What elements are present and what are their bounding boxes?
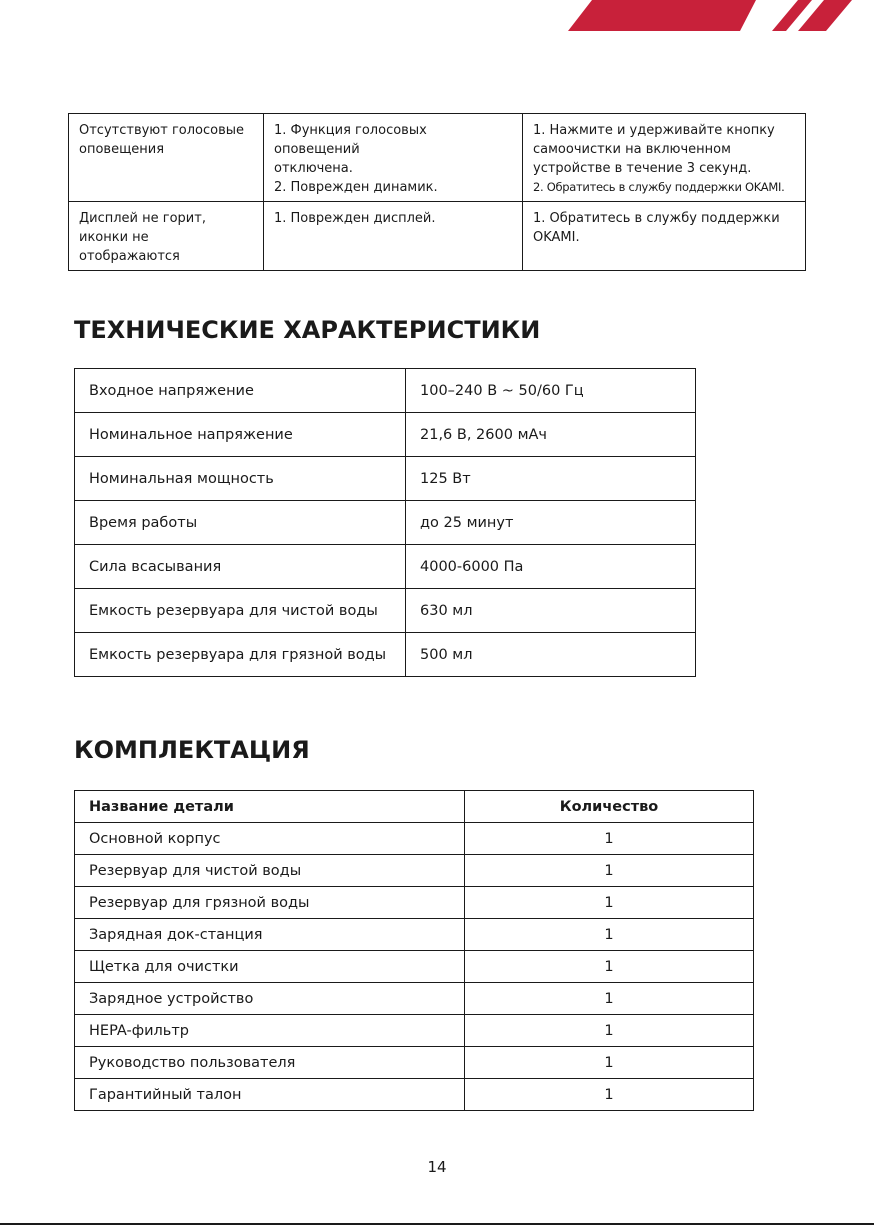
trouble-cause-cell [264,202,523,271]
spec-name: Номинальное напряжение [75,413,406,457]
cell-line: 2. Поврежден динамик. [274,180,438,195]
trouble-row [69,202,806,271]
specifications-table [74,368,696,677]
cell-line: устройстве в течение 3 секунд. [533,161,752,176]
specs-heading: ТЕХНИЧЕСКИЕ ХАРАКТЕРИСТИКИ [74,316,541,344]
cell-line: Отсутствуют голосовые [79,123,245,138]
trouble-problem-cell [69,114,264,202]
spec-value: 125 Вт [406,457,696,501]
cell-line: OKAMI. [533,230,580,245]
trouble-cause-cell [264,114,523,202]
spec-row [75,457,696,501]
kit-item-name: Основной корпус [75,823,465,855]
spec-value: 21,6 В, 2600 мАч [406,413,696,457]
cell-line: 1. Функция голосовых оповещений [274,123,427,157]
kit-heading: КОМПЛЕКТАЦИЯ [74,736,310,764]
spec-value: 630 мл [406,589,696,633]
cell-line: 1. Поврежден дисплей. [274,211,436,226]
package-contents-table [74,790,754,1111]
kit-item-qty: 1 [465,1047,754,1079]
kit-item-qty: 1 [465,823,754,855]
trouble-solution-cell [523,202,806,271]
kit-row [75,823,754,855]
spec-row [75,633,696,677]
kit-header-name: Название детали [75,791,465,823]
spec-value: 4000-6000 Па [406,545,696,589]
spec-name: Время работы [75,501,406,545]
kit-item-name: Руководство пользователя [75,1047,465,1079]
spec-row [75,589,696,633]
trouble-solution-cell [523,114,806,202]
kit-item-qty: 1 [465,919,754,951]
kit-item-qty: 1 [465,1079,754,1111]
spec-value: 500 мл [406,633,696,677]
footer-rule [0,1223,874,1225]
spec-name: Емкость резервуара для чистой воды [75,589,406,633]
kit-item-qty: 1 [465,1015,754,1047]
kit-row [75,1015,754,1047]
kit-row [75,887,754,919]
kit-item-name: Гарантийный талон [75,1079,465,1111]
kit-item-name: Резервуар для чистой воды [75,855,465,887]
cell-line: иконки не отображаются [79,230,180,264]
spec-row [75,501,696,545]
kit-item-name: HEPA-фильтр [75,1015,465,1047]
kit-item-qty: 1 [465,983,754,1015]
kit-item-qty: 1 [465,951,754,983]
spec-row [75,545,696,589]
kit-item-qty: 1 [465,887,754,919]
cell-line: отключена. [274,161,353,176]
cell-line: Дисплей не горит, [79,211,206,226]
kit-row [75,983,754,1015]
spec-value: 100–240 В ~ 50/60 Гц [406,369,696,413]
kit-header-row [75,791,754,823]
kit-header-qty: Количество [465,791,754,823]
troubleshooting-table [68,113,806,271]
cell-line: оповещения [79,142,165,157]
spec-value: до 25 минут [406,501,696,545]
kit-row [75,855,754,887]
kit-item-qty: 1 [465,855,754,887]
spec-name: Номинальная мощность [75,457,406,501]
stripe-main [568,0,756,31]
kit-row [75,1079,754,1111]
spec-name: Сила всасывания [75,545,406,589]
trouble-row [69,114,806,202]
kit-item-name: Щетка для очистки [75,951,465,983]
kit-item-name: Резервуар для грязной воды [75,887,465,919]
kit-row [75,1047,754,1079]
kit-row [75,951,754,983]
cell-line: самоочистки на включенном [533,142,731,157]
brand-stripes-decoration [474,0,874,32]
cell-line: 1. Нажмите и удерживайте кнопку [533,123,775,138]
cell-line: 2. Обратитесь в службу поддержки OKAMI. [533,180,785,194]
spec-name: Входное напряжение [75,369,406,413]
spec-row [75,369,696,413]
spec-row [75,413,696,457]
trouble-problem-cell [69,202,264,271]
spec-name: Емкость резервуара для грязной воды [75,633,406,677]
kit-item-name: Зарядная док-станция [75,919,465,951]
kit-item-name: Зарядное устройство [75,983,465,1015]
page-number: 14 [427,1158,447,1176]
cell-line: 1. Обратитесь в службу поддержки [533,211,780,226]
kit-row [75,919,754,951]
